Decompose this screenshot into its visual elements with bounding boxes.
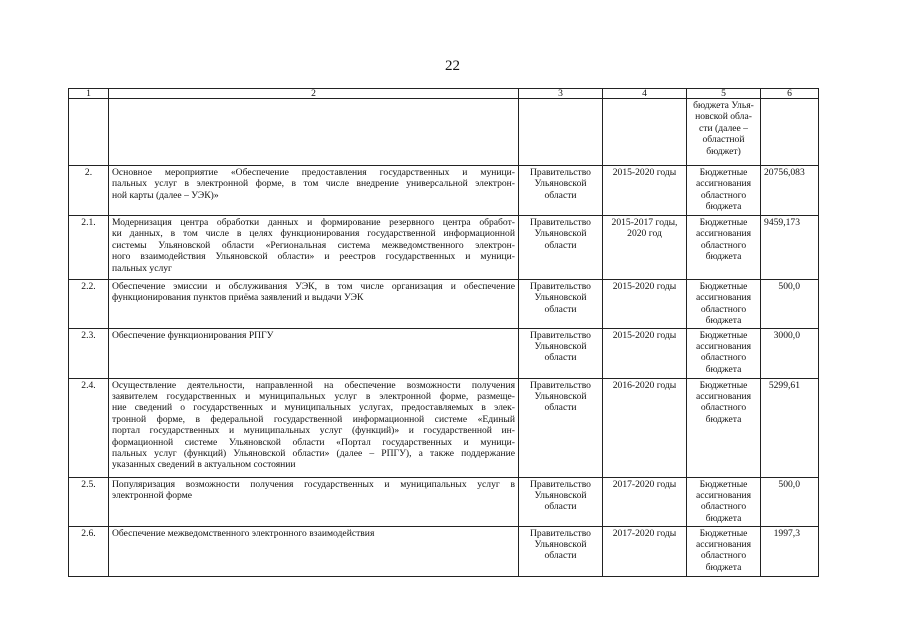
funding-source-line: бюджета — [705, 201, 742, 213]
funding-source-line: ассигнования — [695, 341, 752, 353]
funding-source-line: ассигнования — [695, 391, 752, 403]
activity-description-line: функционирования пунктов приёма заявлений и выдачи УЭК — [112, 292, 364, 304]
implementation-period — [603, 477, 687, 526]
implementation-period-line: 2015-2020 годы — [612, 281, 677, 292]
responsible-executor-line: Ульяновской — [534, 228, 587, 240]
funding-source-line: бюджета — [705, 363, 742, 375]
activity-description-line: формационной системе Ульяновской области «Портал государственных и муници- — [112, 436, 515, 448]
activity-description-line: пальных услуг — [112, 262, 172, 274]
funding-source-line: областного — [700, 501, 747, 513]
activity-description-line: ной карты (далее – УЭК)» — [112, 189, 219, 201]
funding-source-line: бюджета — [705, 315, 742, 327]
funding-source-line: Бюджетные — [699, 478, 748, 490]
funding-source — [687, 526, 761, 576]
item-number: 2.2. — [69, 280, 109, 329]
funding-source-line: областного — [700, 239, 747, 251]
funding-source-line: областного — [700, 550, 747, 562]
funding-amount: 3000,0 — [761, 328, 819, 378]
responsible-executor-line: Ульяновской — [534, 539, 587, 551]
activity-description-line: ки данных, в том числе в целях функционирования государственной информационной — [112, 228, 515, 240]
table-row — [69, 477, 819, 526]
item-number: 2.3. — [69, 328, 109, 378]
activity-description-line: Модернизация центра обработки данных и формирование резервного центра обработ- — [112, 217, 515, 228]
column-number: 1 — [69, 89, 109, 99]
table-row — [69, 99, 819, 166]
activity-description-line: пальных услуг (функций) Ульяновской области» (далее – РПГУ), а также поддержание — [112, 448, 515, 460]
responsible-executor-line: Ульяновской — [534, 490, 587, 502]
funding-source-line: ассигнования — [695, 228, 752, 240]
implementation-period-line: 2017-2020 годы — [612, 478, 677, 490]
column-number-row — [69, 89, 819, 99]
funding-source-line: областного — [700, 352, 747, 364]
page-number: 22 — [445, 58, 460, 74]
activity-description — [109, 378, 519, 477]
activity-description — [109, 166, 519, 216]
responsible-executor — [519, 477, 603, 526]
responsible-executor-line: Правительство — [530, 379, 591, 391]
funding-source-line: ассигнования — [695, 178, 752, 190]
activity-description-line: Обеспечение межведомственного электронного взаимодействия — [112, 527, 375, 539]
funding-amount: 5299,61 — [761, 378, 819, 477]
responsible-executor-line: Ульяновской — [534, 341, 587, 353]
responsible-executor — [519, 378, 603, 477]
program-activities-table — [68, 88, 819, 577]
activity-description-line: ного взаимодействия Ульяновской области» и реестров государственных и муници- — [112, 251, 515, 263]
implementation-period — [603, 328, 687, 378]
column-number: 2 — [109, 89, 519, 99]
item-number: 2. — [69, 166, 109, 216]
column-number: 6 — [761, 89, 819, 99]
implementation-period — [603, 526, 687, 576]
funding-source-line: бюджета — [705, 512, 742, 524]
funding-source-line: областного — [700, 189, 747, 201]
implementation-period — [603, 166, 687, 216]
responsible-executor-line: Правительство — [530, 167, 591, 178]
funding-source-line: областной — [702, 134, 745, 146]
responsible-executor-line: области — [544, 501, 577, 513]
responsible-executor-line: Правительство — [530, 217, 591, 228]
activity-description-line: портал государственных и муниципальных услуг (функций)» и государственной ин- — [112, 425, 515, 437]
activity-description-line: электронной форме — [112, 490, 193, 502]
funding-amount: 500,0 — [761, 477, 819, 526]
implementation-period-line: 2017-2020 годы — [612, 527, 677, 539]
responsible-executor-line: Правительство — [530, 478, 591, 490]
implementation-period-line: 2015-2020 годы — [612, 167, 677, 178]
funding-source-line: бюджета — [705, 251, 742, 263]
funding-source-line: бюджет) — [706, 145, 741, 157]
activity-description-line: указанных сведений в актуальном состоянии — [112, 459, 296, 471]
funding-source-line: Бюджетные — [699, 527, 748, 539]
activity-description-line: Популяризация возможности получения государственных и муниципальных услуг в — [112, 478, 515, 490]
activity-description-line: Обеспечение функционирования РПГУ — [112, 329, 274, 341]
funding-amount — [761, 99, 819, 166]
funding-source — [687, 378, 761, 477]
activity-description — [109, 526, 519, 576]
responsible-executor — [519, 99, 603, 166]
activity-description — [109, 328, 519, 378]
activity-description — [109, 477, 519, 526]
funding-source — [687, 328, 761, 378]
funding-source-line: Бюджетные — [699, 379, 748, 391]
responsible-executor — [519, 166, 603, 216]
implementation-period-line: 2015-2017 годы, — [611, 217, 678, 228]
funding-source — [687, 280, 761, 329]
funding-source-line: новской обла- — [695, 111, 752, 123]
implementation-period-line: 2016-2020 годы — [612, 379, 677, 391]
responsible-executor-line: Ульяновской — [534, 292, 587, 304]
activity-description-line: Обеспечение эмиссии и обслуживания УЭК, в том числе организация и обеспечение — [112, 281, 515, 292]
funding-amount: 9459,173 — [761, 216, 819, 280]
table-row — [69, 280, 819, 329]
funding-amount: 500,0 — [761, 280, 819, 329]
table-row — [69, 328, 819, 378]
implementation-period — [603, 280, 687, 329]
activity-description — [109, 280, 519, 329]
funding-source-line: ассигнования — [695, 539, 752, 551]
funding-source-line: ассигнования — [695, 490, 752, 502]
item-number: 2.1. — [69, 216, 109, 280]
activity-description-line: тронной форме, в федеральной государственной информационной системе «Единый — [112, 413, 515, 425]
column-number: 3 — [519, 89, 603, 99]
column-number: 5 — [687, 89, 761, 99]
funding-source-line: областного — [700, 303, 747, 315]
funding-source-line: бюджета — [705, 561, 742, 573]
responsible-executor-line: области — [544, 352, 577, 364]
table-row — [69, 166, 819, 216]
activity-description-line: Основное мероприятие «Обеспечение предоставления государственных и муници- — [112, 167, 515, 178]
funding-source-line: Бюджетные — [699, 329, 748, 341]
table-row — [69, 378, 819, 477]
implementation-period-line: 2020 год — [627, 228, 662, 240]
activity-description-line: заявителем государственных и муниципальных услуг в электронной форме, размеще- — [112, 391, 515, 403]
funding-source-line: областного — [700, 402, 747, 414]
implementation-period — [603, 216, 687, 280]
responsible-executor-line: Правительство — [530, 329, 591, 341]
responsible-executor-line: области — [544, 550, 577, 562]
activity-description — [109, 99, 519, 166]
activity-description-line: Осуществление деятельности, направленной на обеспечение возможности получения — [112, 379, 515, 391]
item-number: 2.4. — [69, 378, 109, 477]
column-number: 4 — [603, 89, 687, 99]
funding-amount: 20756,083 — [761, 166, 819, 216]
activity-description-line: пальных услуг в электронной форме, в том числе внедрение универсальной электрон- — [112, 178, 515, 190]
responsible-executor — [519, 526, 603, 576]
table-row — [69, 526, 819, 576]
activity-description-line: ние сведений о государственных и муниципальных услугах, предоставляемых в элек- — [112, 402, 515, 414]
funding-source-line: Бюджетные — [699, 281, 748, 292]
responsible-executor-line: области — [544, 189, 577, 201]
item-number: 2.5. — [69, 477, 109, 526]
table-row — [69, 216, 819, 280]
responsible-executor-line: области — [544, 239, 577, 251]
funding-source-line: сти (далее – — [699, 122, 748, 134]
implementation-period — [603, 378, 687, 477]
responsible-executor-line: области — [544, 303, 577, 315]
responsible-executor-line: Правительство — [530, 527, 591, 539]
funding-source — [687, 216, 761, 280]
responsible-executor-line: Правительство — [530, 281, 591, 292]
implementation-period — [603, 99, 687, 166]
responsible-executor-line: области — [544, 402, 577, 414]
funding-amount: 1997,3 — [761, 526, 819, 576]
responsible-executor-line: Ульяновской — [534, 178, 587, 190]
funding-source-line: Бюджетные — [699, 217, 748, 228]
responsible-executor-line: Ульяновской — [534, 391, 587, 403]
funding-source-line: бюджета — [705, 413, 742, 425]
implementation-period-line: 2015-2020 годы — [612, 329, 677, 341]
activity-description-line: системы Ульяновской области «Региональная система межведомственного электрон- — [112, 239, 515, 251]
responsible-executor — [519, 280, 603, 329]
responsible-executor — [519, 328, 603, 378]
funding-source-line: бюджета Улья- — [693, 100, 754, 111]
funding-source-line: Бюджетные — [699, 167, 748, 178]
item-number: 2.6. — [69, 526, 109, 576]
funding-source — [687, 99, 761, 166]
item-number — [69, 99, 109, 166]
funding-source — [687, 477, 761, 526]
funding-source — [687, 166, 761, 216]
responsible-executor — [519, 216, 603, 280]
funding-source-line: ассигнования — [695, 292, 752, 304]
activity-description — [109, 216, 519, 280]
